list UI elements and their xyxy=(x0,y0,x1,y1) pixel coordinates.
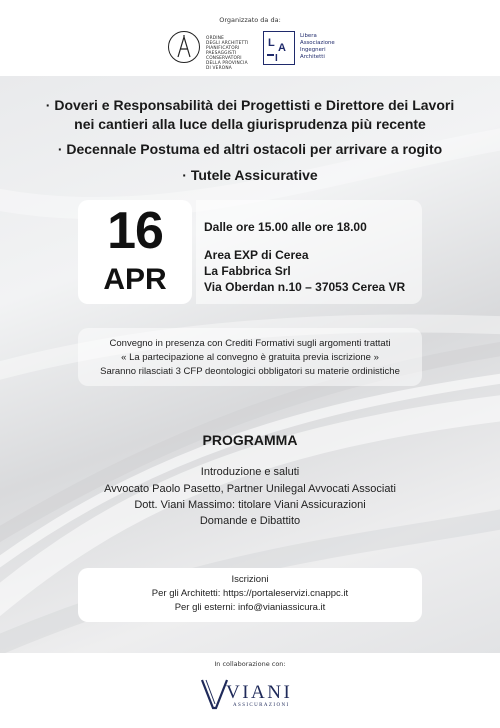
date-card xyxy=(78,200,192,304)
event-address: Via Oberdan n.10 – 37053 Cerea VR xyxy=(204,280,406,294)
lai-text: Libera Associazione Ingegneri Architetti xyxy=(300,33,335,60)
registration-title: Iscrizioni xyxy=(231,574,269,585)
event-venue: Area EXP di Cerea xyxy=(204,248,309,262)
event-company: La Fabbrica Srl xyxy=(204,264,291,278)
ordine-emblem-icon xyxy=(168,31,200,63)
info-line: Saranno rilasciati 3 CFP deontologici obbligatori su materie ordinistiche xyxy=(100,366,400,377)
programma-item: Domande e Dibattito xyxy=(199,515,301,527)
registration-box xyxy=(78,568,422,622)
programma-item: Avvocato Paolo Pasetto, Partner Unilegal Avvocati Associati xyxy=(104,483,396,495)
event-info xyxy=(196,200,422,304)
collab-label: In collaborazione con: xyxy=(214,660,286,668)
lai-logo xyxy=(263,31,353,67)
registration-architetti-link[interactable]: Per gli Architetti: https://portaleservizi.cnappc.it xyxy=(151,588,349,599)
registration-esterni-email[interactable]: Per gli esterni: info@vianiassicura.it xyxy=(174,602,326,613)
viani-name: VIANI xyxy=(226,682,293,703)
info-box xyxy=(78,328,422,386)
svg-text:I: I xyxy=(275,53,278,64)
header xyxy=(0,0,500,76)
topic-2: · Decennale Postuma ed altri ostacoli per arrivare a rogito xyxy=(57,141,443,157)
viani-sub: ASSICURAZIONI xyxy=(233,703,290,708)
info-line: Convegno in presenza con Crediti Formativi sugli argomenti trattati xyxy=(109,338,391,349)
programma-item: Dott. Viani Massimo: titolare Viani Assicurazioni xyxy=(134,499,366,511)
info-line: « La partecipazione al convegno è gratuita previa iscrizione » xyxy=(121,352,379,363)
programma-item: Introduzione e saluti xyxy=(200,466,300,478)
organized-by-label: Organizzato da da: xyxy=(219,16,281,24)
ordine-text: ORDINE DEGLI ARCHITETTI PIANIFICATORI PAESAGGISTI CONSERVATORI DELLA PROVINCIA DI VERONA xyxy=(206,36,249,71)
date-month: APR xyxy=(103,263,167,296)
svg-text:L: L xyxy=(268,37,275,49)
topic-1: · Doveri e Responsabilità dei Progettisti e Direttore dei Lavori nei cantieri alla luce della giurisprudenza più recente xyxy=(45,97,455,132)
event-time: Dalle ore 15.00 alle ore 18.00 xyxy=(204,220,367,234)
lai-emblem-icon xyxy=(263,31,295,65)
topic-3: · Tutele Assicurative xyxy=(182,167,318,183)
date-day: 16 xyxy=(107,202,163,260)
svg-text:A: A xyxy=(278,42,286,54)
programma-title: PROGRAMMA xyxy=(202,432,298,448)
viani-logo xyxy=(200,676,300,716)
